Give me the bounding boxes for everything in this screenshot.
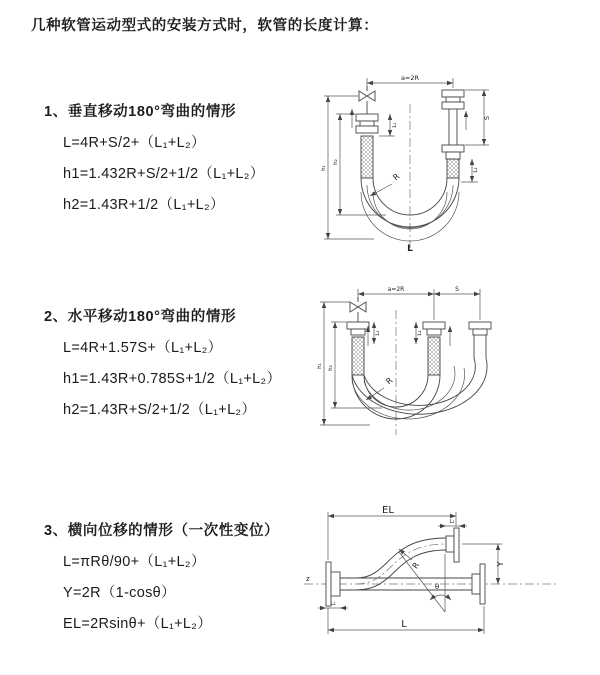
- hose-braid-hatch: [447, 159, 459, 178]
- formula-line: h2=1.43R+S/2+1/2（L₁+L₂）: [63, 402, 257, 418]
- dim-l1: [438, 519, 467, 526]
- dim-top: [358, 286, 480, 320]
- formula-line: L=πRθ/90+（L₁+L₂）: [63, 554, 206, 570]
- section-1-heading: 1、垂直移动180°弯曲的情形: [44, 104, 237, 120]
- dim-label-h2: h₂: [328, 365, 334, 371]
- dim-label-l1: L₁: [449, 519, 455, 525]
- dim-label-l2: L₂: [417, 330, 423, 336]
- radius-label: R: [410, 560, 422, 571]
- dim-label-h1: h₁: [321, 165, 327, 171]
- length-label: L: [407, 244, 413, 254]
- dim-label-a2r: a=2R: [400, 74, 420, 82]
- dim-label-l2: L₂: [330, 601, 336, 607]
- dim-label-l: L: [401, 619, 407, 630]
- radius-leader: [370, 172, 402, 196]
- right-pipe-fitting: [469, 322, 491, 358]
- dim-l2: [461, 159, 479, 182]
- middle-pipe-fitting: [423, 322, 445, 375]
- left-pipe-fitting: [356, 114, 378, 178]
- section-1: [44, 102, 265, 215]
- dim-s: [465, 90, 491, 145]
- dim-l: [328, 606, 484, 634]
- right-pipe-fitting: [442, 90, 464, 178]
- formula-line: h2=1.43R+1/2（L₁+L₂）: [63, 197, 225, 213]
- section-2: [44, 307, 281, 420]
- s-curve-hose: [356, 538, 446, 590]
- dim-label-s: S: [455, 286, 459, 293]
- left-flange: [326, 562, 340, 606]
- hose-braid-hatch: [352, 337, 364, 375]
- section-2-heading: 2、水平移动180°弯曲的情形: [44, 309, 237, 325]
- formula-line: Y=2R（1-cosθ）: [63, 585, 176, 601]
- formula-line: L=4R+S/2+（L₁+L₂）: [63, 135, 206, 151]
- formula-line: L=4R+1.57S+（L₁+L₂）: [63, 340, 223, 356]
- hose-braid-hatch: [361, 136, 373, 178]
- section-3: [44, 521, 279, 634]
- diagram-3-lateral-displacement: [296, 500, 600, 648]
- dim-label-h1: h₁: [317, 363, 323, 369]
- dim-l1: [374, 322, 381, 344]
- radius-label: R: [384, 375, 395, 387]
- dim-label-l2: L₂: [473, 167, 479, 173]
- angle-label: θ: [434, 583, 440, 591]
- dim-label-s: S: [483, 115, 491, 121]
- page-title: 几种软管运动型式的安装方式时，软管的长度计算：: [31, 18, 379, 34]
- dim-label-h2: h₂: [333, 159, 339, 165]
- valve-icon: [350, 297, 366, 322]
- left-pipe-fitting: [347, 322, 369, 375]
- radius-label: R: [391, 171, 402, 183]
- formula-line: h1=1.43R+0.785S+1/2（L₁+L₂）: [63, 371, 282, 387]
- dim-l1: [379, 114, 398, 136]
- dim-el: [328, 505, 456, 560]
- diagram-2-horizontal-u-bend: [308, 280, 600, 448]
- upper-right-flange: [446, 528, 459, 562]
- diagram-1-vertical-u-bend: [312, 66, 594, 262]
- formula-line: h1=1.432R+S/2+1/2（L₁+L₂）: [63, 166, 265, 182]
- centerline-break-mark: z: [306, 575, 310, 583]
- hose-u-arcs: [352, 358, 487, 419]
- dim-label-el: EL: [382, 505, 394, 516]
- dim-l2: [318, 601, 348, 608]
- lower-right-flange: [472, 564, 485, 604]
- valve-icon: [359, 86, 375, 114]
- dim-l2: [416, 322, 423, 344]
- radius-leader: [366, 376, 395, 400]
- dim-label-l1: L₁: [375, 330, 381, 336]
- dim-label-y: Y: [496, 561, 505, 567]
- formula-line: EL=2Rsinθ+（L₁+L₂）: [63, 616, 213, 632]
- dim-a2r: [367, 74, 453, 90]
- dim-label-l1: L₁: [392, 122, 398, 128]
- section-3-heading: 3、横向位移的情形（一次性变位）: [44, 523, 280, 539]
- hose-braid-hatch: [428, 337, 440, 375]
- dim-label-a2r: a=2R: [387, 286, 405, 293]
